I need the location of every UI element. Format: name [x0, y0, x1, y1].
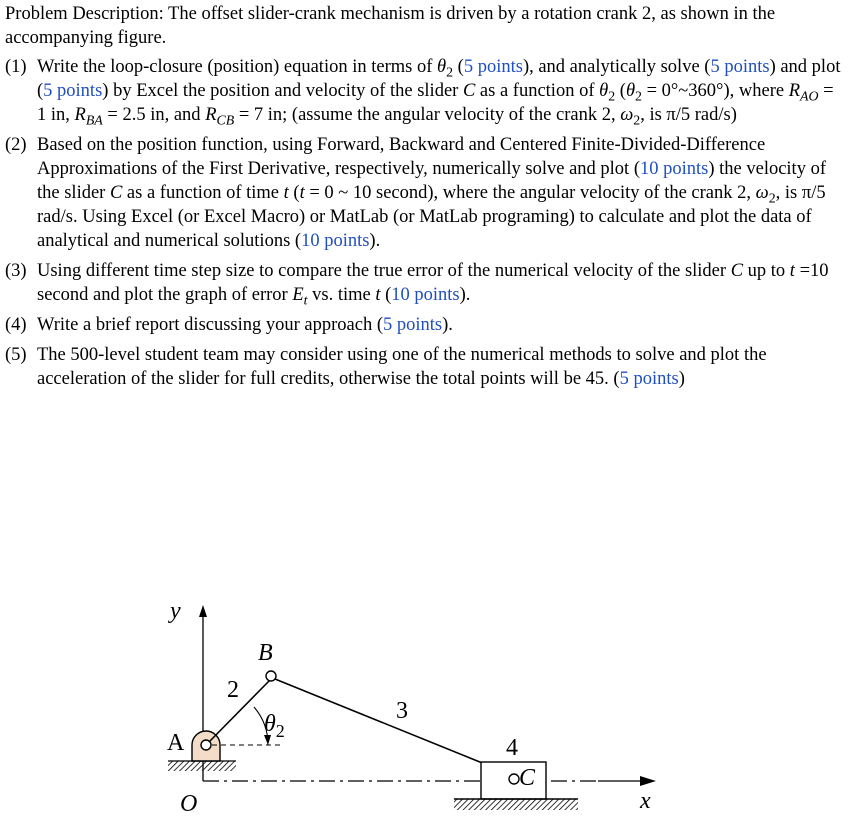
problem-document — [5, 2, 845, 397]
points-value: 10 points — [391, 285, 460, 305]
problem-item-list — [5, 55, 845, 391]
text-run: ω — [620, 105, 634, 125]
text-run: , is π/5 rad/s. Using Excel (or Excel Macro) or MatLab (or MatLab programing) to calculate and plot the data of analytical and numerical solutions ( — [37, 183, 826, 251]
y-axis-arrow-icon — [199, 605, 207, 617]
problem-item — [5, 133, 845, 253]
text-run: as a function of — [475, 81, 600, 101]
slider-crank-figure — [150, 585, 710, 820]
text-run: θ — [625, 81, 636, 101]
points-value: 5 points — [619, 369, 679, 389]
pin-b-icon — [266, 671, 276, 681]
text-run: θ — [437, 57, 447, 77]
problem-item-number: (3) — [5, 261, 27, 281]
text-run: =10 second and plot the graph of error — [37, 261, 829, 305]
text-run: Write the loop-closure (position) equation in terms of — [37, 57, 437, 77]
text-run: θ — [599, 81, 609, 101]
problem-item-text — [37, 343, 845, 391]
problem-item-number: (4) — [5, 315, 27, 335]
text-run: = 2.5 in, and — [102, 105, 206, 125]
text-run: ( — [453, 57, 464, 77]
label-x-axis: x — [640, 788, 651, 814]
label-link-4: 4 — [506, 735, 518, 761]
text-run: CB — [216, 113, 235, 129]
text-run: t — [375, 285, 381, 305]
text-run: Write a brief report discussing your approach ( — [37, 315, 384, 335]
text-run: R — [788, 81, 800, 101]
problem-item — [5, 343, 845, 391]
problem-intro: Problem Description: The offset slider-crank mechanism is driven by a rotation crank 2, as shown in the accompanying figure. — [5, 4, 776, 48]
problem-item-text — [37, 133, 845, 253]
problem-item-text — [37, 259, 845, 307]
text-run: t — [283, 183, 289, 203]
problem-item-number: (1) — [5, 57, 27, 77]
text-run: = 1 in, — [37, 81, 834, 125]
text-run: C — [109, 183, 123, 203]
text-run: R — [205, 105, 217, 125]
text-run: ) the velocity of the slider — [37, 159, 826, 203]
label-link-3: 3 — [396, 698, 408, 724]
text-run: Using different time step size to compare the true error of the numerical velocity of the slider — [37, 261, 731, 281]
points-value: 5 points — [463, 57, 523, 77]
text-run: ( — [380, 285, 392, 305]
label-point-b: B — [258, 640, 273, 666]
label-point-a: A — [167, 730, 185, 756]
text-run: as a function of time — [122, 183, 284, 203]
pin-c-icon — [509, 774, 519, 784]
text-run: 2 — [635, 89, 642, 105]
text-run: t — [299, 183, 305, 203]
points-value: 10 points — [301, 231, 370, 251]
label-point-c: C — [519, 765, 536, 791]
text-run: ) by Excel the position and velocity of the slider — [102, 81, 463, 101]
label-origin-o: O — [180, 791, 198, 817]
text-run: AO — [800, 89, 819, 105]
problem-item-number: (5) — [5, 345, 27, 365]
text-run: The 500-level student team may consider using one of the numerical methods to solve and plot the acceleration of the slider for full credits, otherwise the total points will be 45. ( — [37, 345, 767, 389]
problem-item — [5, 55, 845, 127]
text-run: Based on the position function, using Forward, Backward and Centered Finite-Divided-Difference Approximations of the First Derivative, respectively, numerically solve and plot ( — [37, 135, 766, 179]
text-run: ). — [459, 285, 471, 305]
points-value: 5 points — [710, 57, 770, 77]
text-run: 2 — [768, 191, 776, 207]
text-run: , is π/5 rad/s) — [640, 105, 737, 125]
text-run: ). — [442, 315, 453, 335]
text-run: t — [303, 293, 308, 309]
ground-hatch-c — [454, 799, 578, 810]
label-theta-2: $\theta_2$ — [264, 711, 285, 741]
text-run: BA — [85, 113, 103, 129]
coupler-link-3 — [275, 679, 507, 773]
points-value: 10 points — [639, 159, 709, 179]
text-run: ). — [369, 231, 381, 251]
ground-hatch-a — [168, 761, 236, 771]
text-run: 2 — [633, 113, 641, 129]
text-run: t — [789, 261, 795, 281]
text-run: = 7 in; (assume the angular velocity of the crank 2, — [234, 105, 621, 125]
points-value: 5 points — [383, 315, 443, 335]
text-run: up to — [743, 261, 790, 281]
text-run: ω — [755, 183, 769, 203]
points-value: 5 points — [43, 81, 103, 101]
problem-item — [5, 313, 845, 337]
text-run: ) and plot ( — [37, 57, 841, 101]
text-run: E — [292, 285, 304, 305]
problem-item-text — [37, 55, 845, 127]
label-link-2: 2 — [227, 677, 239, 703]
text-run: ), and analytically solve ( — [522, 57, 711, 77]
text-run: R — [74, 105, 86, 125]
text-run: ( — [615, 81, 626, 101]
text-run: vs. time — [307, 285, 376, 305]
text-run: ( — [288, 183, 300, 203]
problem-item-text — [37, 313, 845, 337]
text-run: ) — [678, 369, 685, 389]
label-y-axis: y — [170, 598, 181, 624]
text-run: = 0°~360°), where — [641, 81, 789, 101]
problem-item — [5, 259, 845, 307]
crank-link-2 — [209, 679, 271, 742]
text-run: C — [730, 261, 744, 281]
text-run: = 0 ~ 10 second), where the angular velocity of the crank 2, — [304, 183, 756, 203]
x-axis-arrow-icon — [640, 776, 656, 786]
text-run: 2 — [446, 65, 454, 81]
problem-item-number: (2) — [5, 135, 27, 155]
text-run: C — [462, 81, 476, 101]
text-run: 2 — [608, 89, 616, 105]
